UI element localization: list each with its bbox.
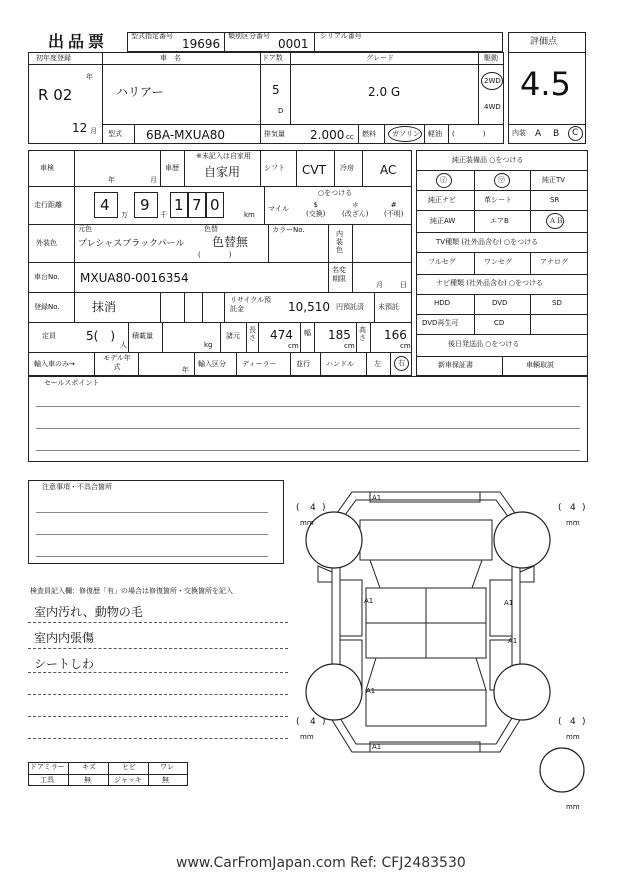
first-reg-era: R 02 — [38, 86, 73, 104]
note-line: 室内汚れ、動物の毛 — [34, 605, 143, 619]
reg-no-label: 登録No. — [34, 303, 60, 311]
shift-value: CVT — [302, 163, 326, 177]
width-value: 185 — [328, 328, 351, 342]
first-reg-label: 初年度登録 — [36, 54, 71, 62]
score-label: 評価点 — [530, 37, 558, 47]
import-only-label: 輸入車のみ→ — [34, 360, 75, 368]
tv-title: TV種類 (社外品含む) ○をつける — [436, 238, 539, 246]
inspector-label: 検査員記入欄：修復歴「有」の場合は修復箇所・交換箇所を記入 — [30, 587, 233, 595]
recycle-value: 10,510 — [288, 300, 330, 314]
recycle-label: リサイクル預託金 — [230, 296, 272, 313]
model-code-value: 19696 — [182, 37, 221, 51]
first-reg-month: 12 — [72, 121, 88, 135]
class-code-value: 0001 — [278, 37, 309, 51]
damage-mark: A1 — [364, 597, 374, 605]
fuel-value: ガソリン — [392, 130, 420, 138]
color-value: プレシャスブラックパール — [78, 239, 185, 249]
height-value: 166 — [384, 328, 407, 342]
doors-value: 5 — [272, 83, 280, 97]
mile-option: マイル — [268, 205, 289, 213]
inspection-label: 車検 — [40, 164, 54, 172]
navi-title: ナビ種類 (社外品含む) ○をつける — [436, 279, 544, 287]
caution-label: 注意事項・不具合箇所 — [42, 483, 112, 491]
history-value: 自家用 — [204, 165, 241, 179]
tire-depth-rr: 4 — [570, 717, 576, 727]
footer-watermark: www.CarFromJapan.com Ref: CFJ2483530 — [176, 855, 466, 871]
tire-depth-rl: 4 — [310, 717, 316, 727]
ac-value: AC — [380, 163, 397, 177]
dims-label: 諸元 — [226, 332, 240, 340]
later-title: 後日発送品 ○をつける — [448, 340, 520, 348]
damage-mark: A1 — [366, 687, 376, 695]
interior-color-label: 内装色 — [336, 230, 343, 254]
car-name: ハリアー — [116, 85, 164, 99]
car-name-label: 車 名 — [160, 54, 181, 62]
length-value: 474 — [270, 328, 293, 342]
score-value: 4.5 — [520, 65, 571, 103]
mileage-digit: 4 — [100, 196, 110, 214]
color-no-label: カラーNo. — [272, 226, 305, 234]
tire-depth-fl: 4 — [310, 503, 316, 513]
chassis-label: 車台No. — [34, 273, 60, 281]
reg-no-value: 抹消 — [92, 300, 117, 314]
model-code-label: 型式指定番号 — [131, 32, 173, 40]
note-line: 室内内張傷 — [34, 631, 95, 645]
doors-label: ドア数 — [262, 54, 283, 62]
note-line: シートしわ — [34, 657, 95, 671]
damage-mark: A1 — [372, 743, 382, 751]
cc-value: 2.000 — [310, 128, 345, 142]
type-label: 型式 — [108, 130, 122, 138]
type-value: 6BA-MXUA80 — [146, 128, 225, 142]
cc-label: 排気量 — [264, 130, 285, 138]
shift-label: シフト — [264, 164, 285, 172]
form-title: 出品票 — [48, 32, 109, 51]
damage-mark: A1 — [508, 637, 518, 645]
damage-mark: A1 — [372, 494, 382, 502]
capacity-value: 5( ) — [86, 329, 115, 343]
grade-label: グレード — [366, 54, 394, 62]
capacity-label: 定員 — [42, 332, 56, 340]
sales-point-label: セールスポイント — [44, 379, 100, 387]
fuel-label: 燃料 — [362, 130, 376, 138]
drive-label: 駆動 — [484, 54, 498, 62]
chassis-value: MXUA80-0016354 — [80, 271, 189, 285]
grade-value: 2.0 G — [368, 85, 401, 99]
load-label: 積載量 — [132, 332, 153, 340]
class-code-label: 類別区分番号 — [228, 32, 270, 40]
ac-label: 冷房 — [340, 164, 354, 172]
color-label: 外装色 — [36, 239, 57, 247]
history-label: 車歴 — [165, 164, 179, 172]
std-equip-title: 純正装備品 ○をつける — [452, 156, 524, 164]
color-change: 色替無 — [212, 235, 249, 249]
damage-mark: A1 — [504, 599, 514, 607]
serial-label: シリアル番号 — [320, 32, 362, 40]
mileage-label: 走行距離 — [34, 201, 62, 209]
tire-depth-fr: 4 — [570, 503, 576, 513]
interior-grade-label: 内装 — [512, 129, 526, 137]
